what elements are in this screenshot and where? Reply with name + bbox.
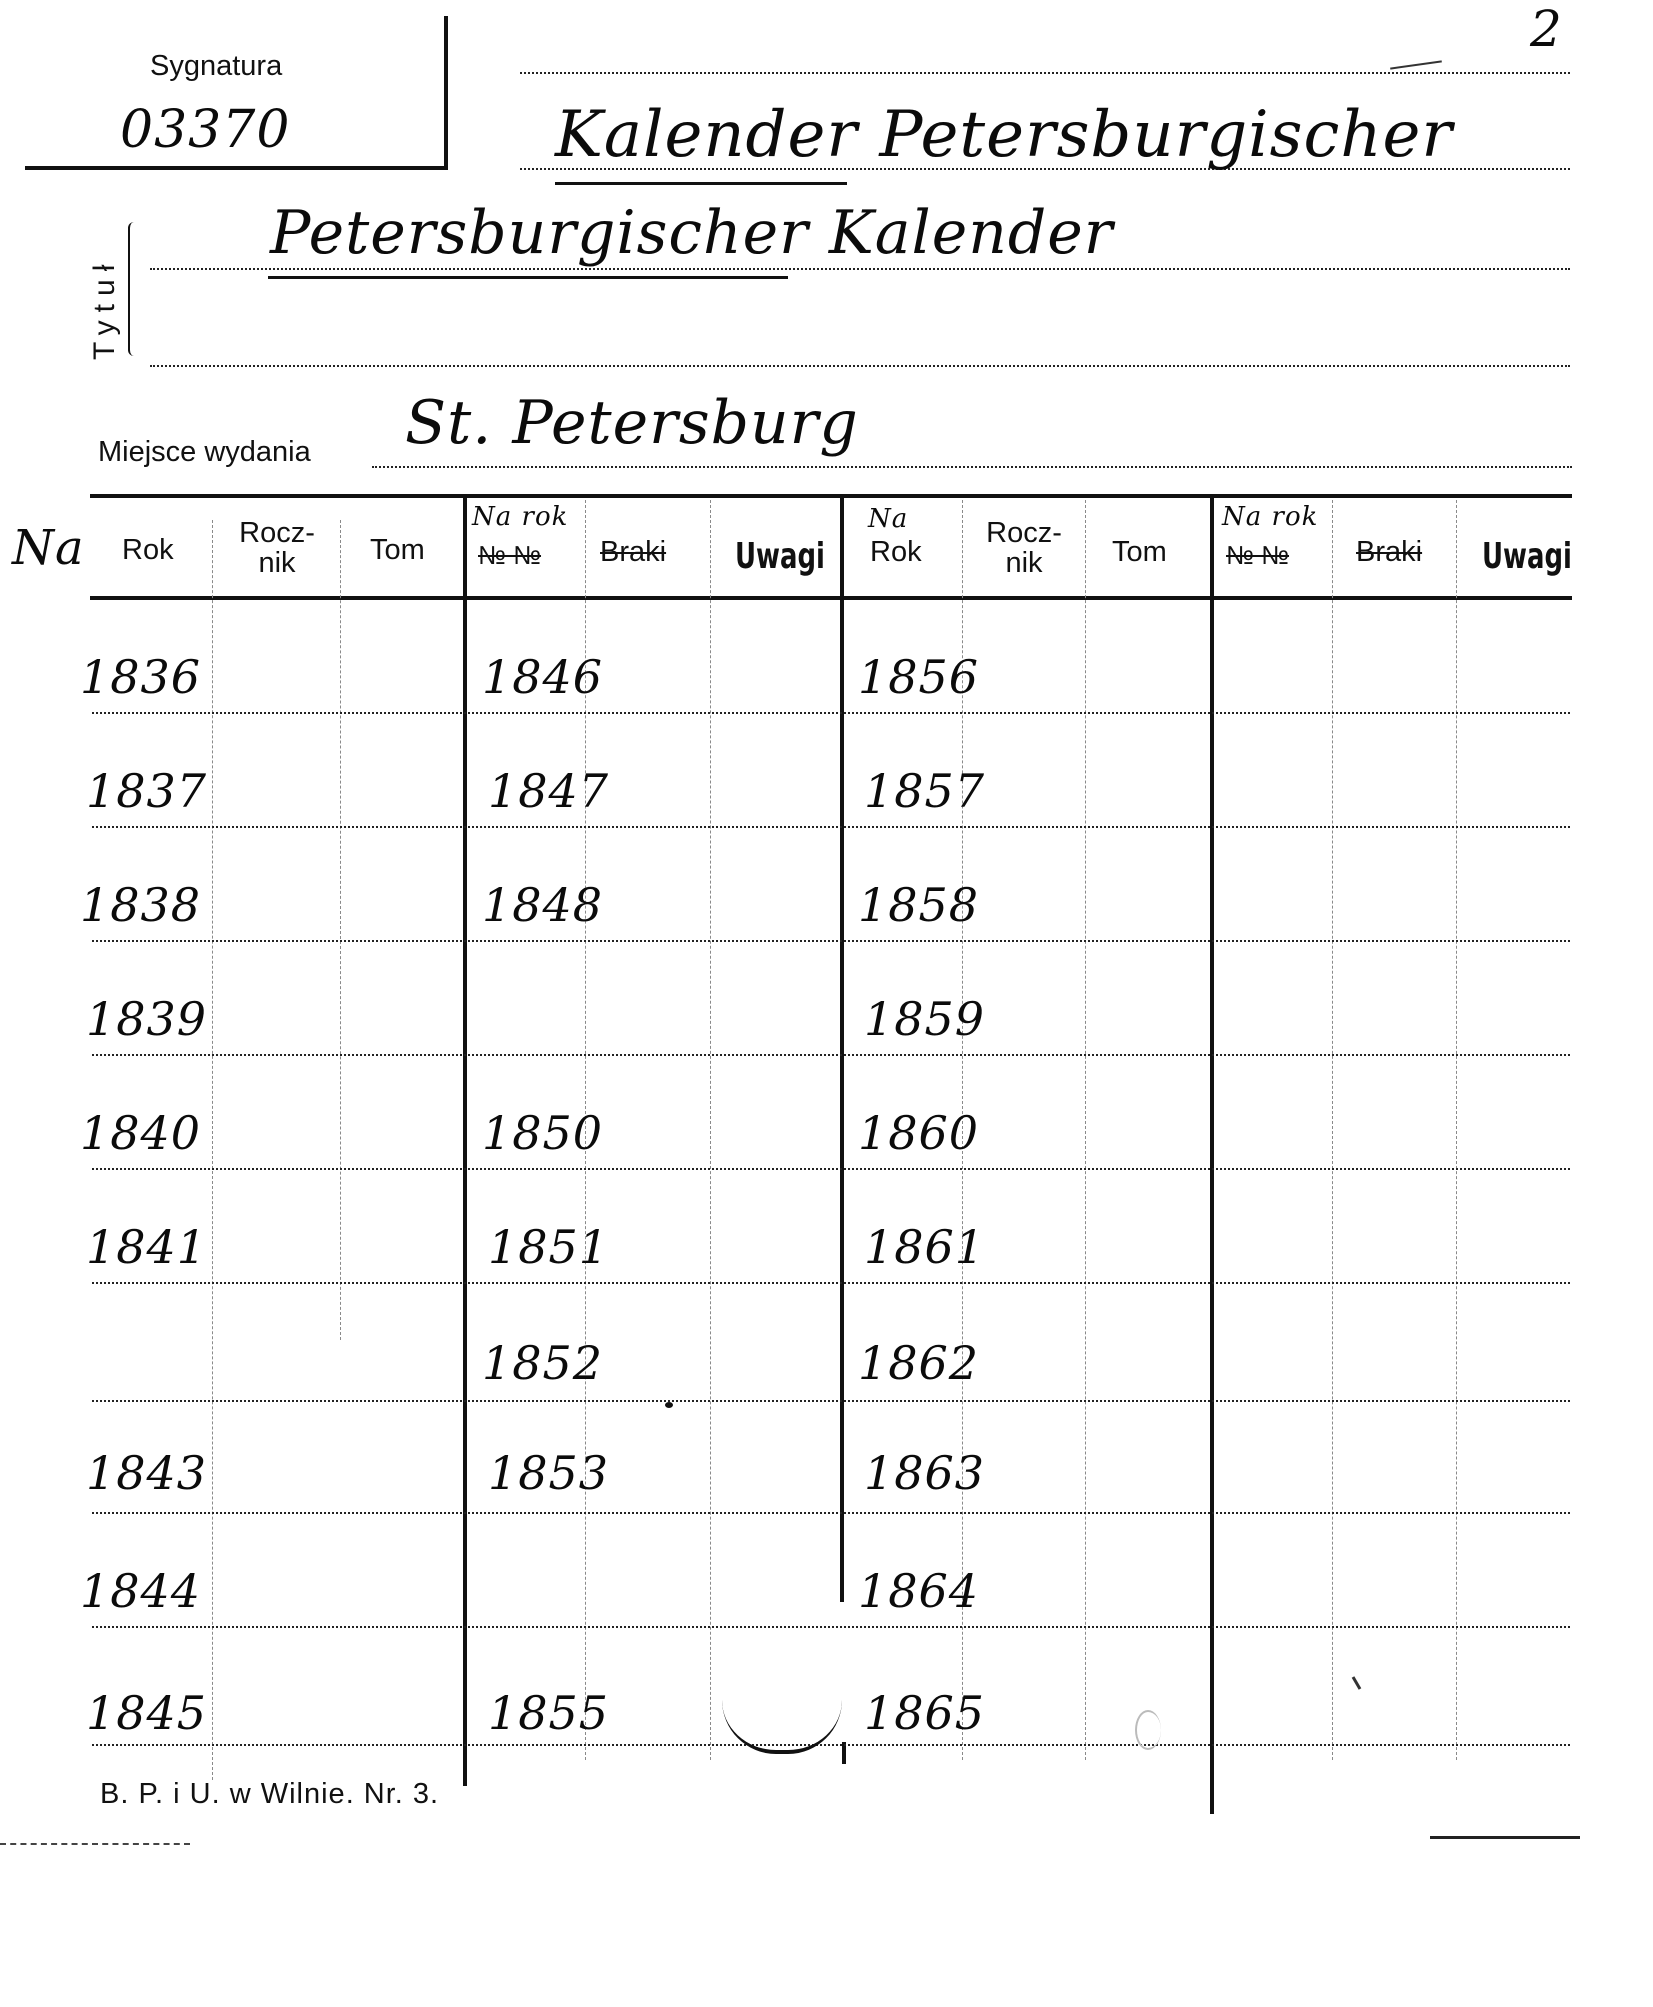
title-underline xyxy=(555,182,847,185)
header-na-rok-2: Na rok xyxy=(1222,502,1319,532)
year-entry: 1860 xyxy=(858,1106,980,1160)
year-entry: 1839 xyxy=(86,992,208,1046)
year-entry: 1838 xyxy=(80,878,202,932)
header-rocznik-line1: Rocz- xyxy=(239,517,315,549)
header-braki: Braki xyxy=(600,536,667,568)
year-entry: 1851 xyxy=(488,1220,610,1274)
table-thin-divider xyxy=(1456,500,1457,1760)
year-entry: 1858 xyxy=(858,878,980,932)
signature-box-right-border xyxy=(444,16,448,170)
table-row-line xyxy=(92,1282,1570,1284)
dotted-line xyxy=(150,365,1570,367)
header-tom: Tom xyxy=(370,534,425,566)
header-rocznik-line2: nik xyxy=(258,547,296,579)
ink-mark xyxy=(665,1402,673,1408)
header-na: Na xyxy=(868,504,909,534)
year-entry: 1848 xyxy=(482,878,604,932)
year-entry: 1861 xyxy=(864,1220,986,1274)
footer-text: B. P. i U. w Wilnie. Nr. 3. xyxy=(100,1778,440,1810)
na-mark: Na xyxy=(12,520,85,576)
pencil-mark xyxy=(1135,1710,1161,1750)
card-edge-mark xyxy=(1430,1836,1580,1839)
table-thick-divider xyxy=(463,496,467,1786)
year-entry: 1863 xyxy=(864,1446,986,1500)
table-thin-divider xyxy=(340,520,341,1340)
header-uwagi-2: Uwagi xyxy=(1482,536,1572,577)
header-rocznik xyxy=(222,518,332,578)
header-rok-2: Rok xyxy=(870,536,922,568)
signature-value: 03370 xyxy=(120,100,291,160)
table-thin-divider xyxy=(710,500,711,1760)
table-row-line xyxy=(92,940,1570,942)
year-entry: 1845 xyxy=(86,1686,208,1740)
place-value: St. Petersburg xyxy=(405,388,859,458)
header-rok: Rok xyxy=(122,534,174,566)
year-entry: 1852 xyxy=(482,1336,604,1390)
year-entry: 1844 xyxy=(80,1564,202,1618)
table-thick-divider xyxy=(840,496,844,1602)
header-nr-2: № № xyxy=(1226,540,1290,570)
year-entry: 1859 xyxy=(864,992,986,1046)
page-number: 2 xyxy=(1530,0,1563,58)
dotted-line xyxy=(372,466,1572,468)
header-tom-2: Tom xyxy=(1112,536,1167,568)
table-top-rule xyxy=(90,494,1572,498)
dotted-line xyxy=(150,268,1570,270)
year-entry: 1865 xyxy=(864,1686,986,1740)
header-nr: № № xyxy=(478,540,542,570)
title-main: Kalender Petersburgischer xyxy=(555,98,1453,172)
header-rocznik-line1: Rocz- xyxy=(986,517,1062,549)
year-entry: 1857 xyxy=(864,764,986,818)
year-entry: 1864 xyxy=(858,1564,980,1618)
table-thin-divider xyxy=(212,520,213,1780)
ink-mark xyxy=(1352,1676,1362,1690)
card-edge-mark xyxy=(0,1843,190,1845)
year-entry: 1843 xyxy=(86,1446,208,1500)
year-entry: 1840 xyxy=(80,1106,202,1160)
header-uwagi: Uwagi xyxy=(735,536,825,577)
year-entry: 1837 xyxy=(86,764,208,818)
table-row-line xyxy=(92,712,1570,714)
year-entry: 1853 xyxy=(488,1446,610,1500)
year-entry: 1850 xyxy=(482,1106,604,1160)
signature-label: Sygnatura xyxy=(150,50,283,82)
table-thin-divider xyxy=(1332,500,1333,1760)
place-label: Miejsce wydania xyxy=(98,436,311,468)
table-row-line xyxy=(92,1626,1570,1628)
title-field-label: Tytuł xyxy=(88,256,121,360)
header-rocznik-2 xyxy=(970,518,1078,578)
signature-box-bottom-border xyxy=(25,166,445,170)
year-entry: 1862 xyxy=(858,1336,980,1390)
year-entry: 1855 xyxy=(488,1686,610,1740)
year-entry: 1847 xyxy=(488,764,610,818)
header-braki-2: Braki xyxy=(1356,536,1423,568)
year-entry: 1836 xyxy=(80,650,202,704)
table-row-line xyxy=(92,1744,1570,1746)
table-thin-divider xyxy=(1085,500,1086,1760)
table-row-line xyxy=(92,1168,1570,1170)
header-rocznik-line2: nik xyxy=(1005,547,1043,579)
table-thick-divider xyxy=(1210,496,1214,1814)
year-entry: 1846 xyxy=(482,650,604,704)
pencil-mark xyxy=(1390,60,1442,69)
title-brace xyxy=(128,222,140,356)
dotted-line xyxy=(520,72,1570,74)
year-entry: 1856 xyxy=(858,650,980,704)
table-row-line xyxy=(92,1400,1570,1402)
title-alt: Petersburgischer Kalender xyxy=(270,198,1114,268)
table-header-rule xyxy=(90,596,1572,600)
table-row-line xyxy=(92,1054,1570,1056)
year-entry: 1841 xyxy=(86,1220,208,1274)
table-row-line xyxy=(92,1512,1570,1514)
table-row-line xyxy=(92,826,1570,828)
title-alt-underline xyxy=(268,276,788,279)
header-na-rok: Na rok xyxy=(472,502,569,532)
